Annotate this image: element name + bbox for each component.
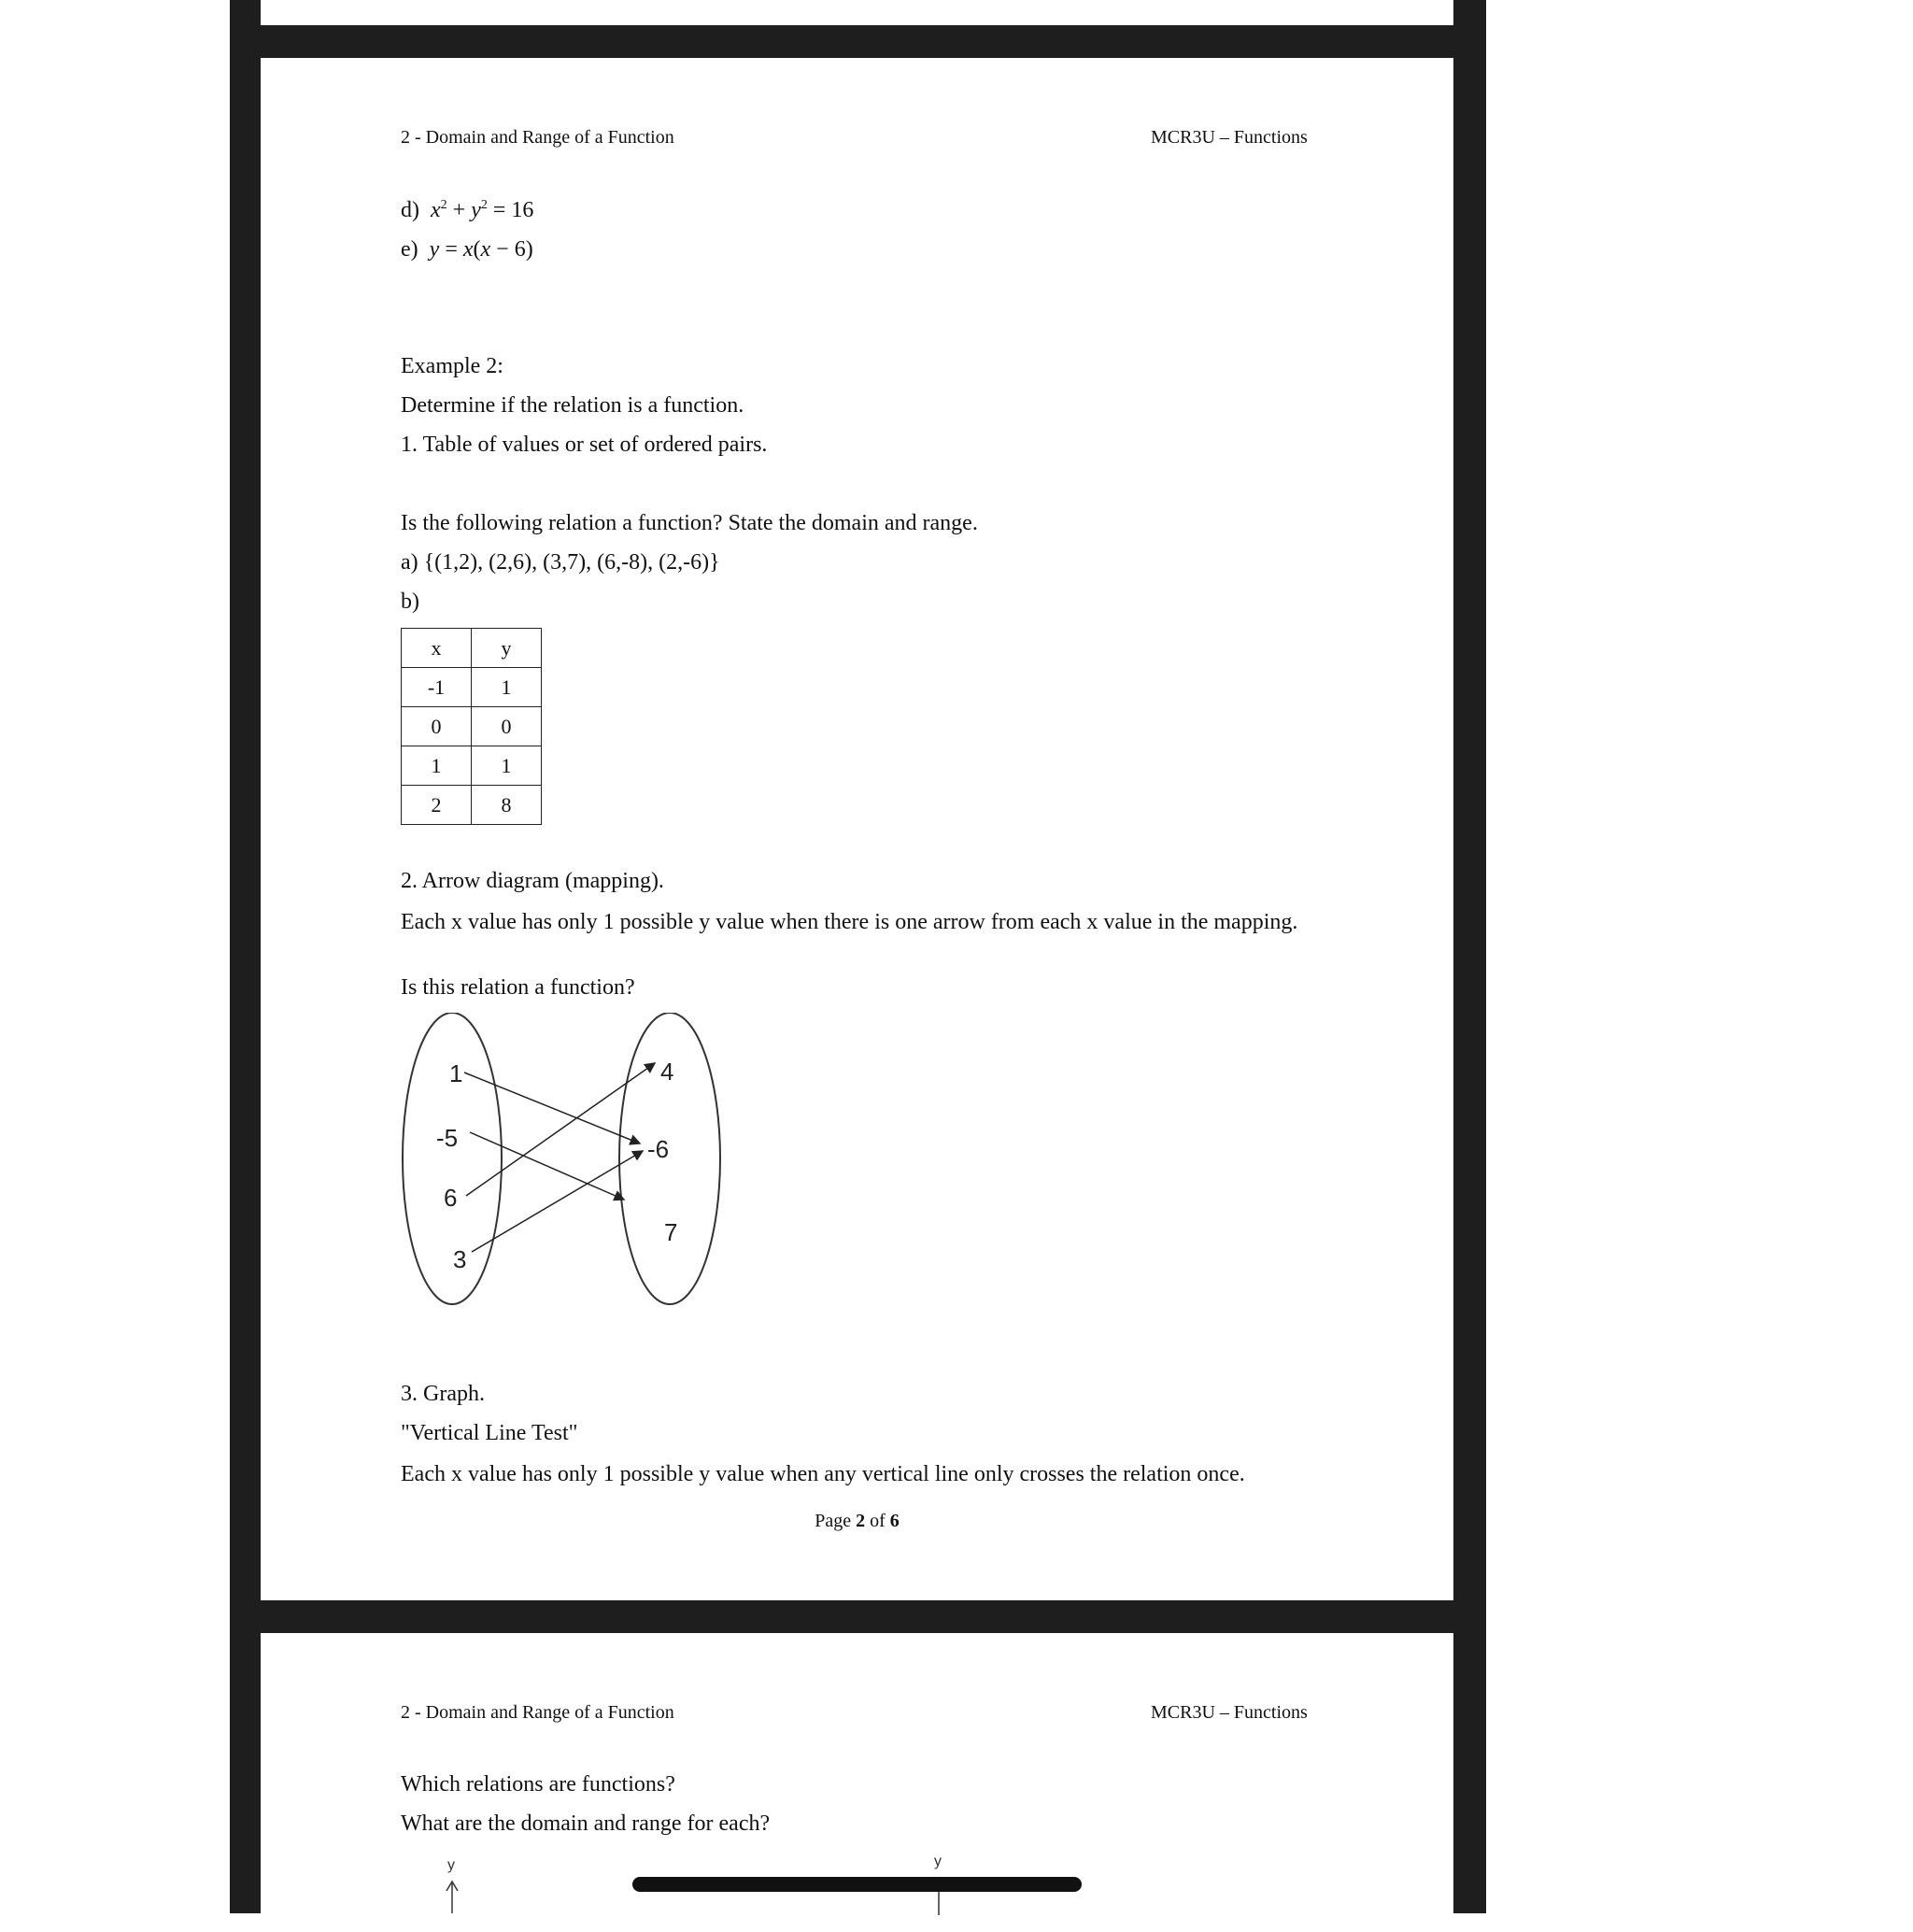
- vertical-line-test: "Vertical Line Test": [401, 1421, 578, 1445]
- home-indicator-bar[interactable]: [632, 1877, 1082, 1892]
- item-e: e) y = x(x − 6): [401, 237, 533, 262]
- table-row: [402, 746, 542, 786]
- graph-1-y-label: y: [447, 1857, 455, 1873]
- step-3: 3. Graph.: [401, 1382, 485, 1406]
- part-b: b): [401, 590, 419, 614]
- table-cell: 0: [472, 707, 542, 746]
- domain-value: 3: [453, 1245, 467, 1273]
- values-table: [401, 628, 542, 825]
- range-value: -6: [647, 1135, 670, 1163]
- domain-oval: [403, 1013, 502, 1304]
- arrow-mapping-diagram: [401, 1013, 737, 1312]
- domain-range-question: What are the domain and range for each?: [401, 1811, 771, 1836]
- domain-value: -5: [436, 1124, 459, 1152]
- table-row: [402, 668, 542, 707]
- table-cell: 1: [472, 746, 542, 786]
- step-3-description: Each x value has only 1 possible y value when any vertical line only crosses the relation once.: [401, 1462, 1245, 1486]
- domain-value: 6: [444, 1184, 458, 1212]
- graph-2-y-label: y: [934, 1854, 942, 1869]
- table-header-cell: x: [402, 629, 472, 668]
- page-number: Page 2 of 6: [815, 1511, 900, 1531]
- page-2: [261, 58, 1453, 1600]
- table-row: [402, 707, 542, 746]
- question-text: Is the following relation a function? State the domain and range.: [401, 511, 978, 535]
- table-cell: 1: [472, 668, 542, 707]
- header-right: MCR3U – Functions: [1151, 1702, 1308, 1723]
- table-header-cell: y: [472, 629, 542, 668]
- table-row: [402, 786, 542, 825]
- previous-page-fragment: [261, 0, 1453, 25]
- step-2: 2. Arrow diagram (mapping).: [401, 869, 664, 893]
- step-2-question: Is this relation a function?: [401, 975, 635, 1000]
- mapping-arrow: [472, 1151, 643, 1252]
- table-cell: -1: [402, 668, 472, 707]
- table-cell: 1: [402, 746, 472, 786]
- graph-1-y-axis-arrow: [443, 1880, 461, 1913]
- range-oval: [619, 1013, 720, 1304]
- range-value: 4: [660, 1058, 674, 1086]
- header-right: MCR3U – Functions: [1151, 127, 1308, 148]
- step-1: 1. Table of values or set of ordered pairs.: [401, 433, 768, 457]
- example-title: Example 2:: [401, 354, 503, 378]
- header-left: 2 - Domain and Range of a Function: [401, 1702, 674, 1723]
- determine-text: Determine if the relation is a function.: [401, 393, 744, 418]
- functions-question: Which relations are functions?: [401, 1772, 675, 1797]
- table-cell: 0: [402, 707, 472, 746]
- mapping-arrow: [464, 1073, 640, 1144]
- table-cell: 2: [402, 786, 472, 825]
- item-d: d) $x^2 + y^2 = 16$: [401, 198, 534, 222]
- range-value: 7: [664, 1218, 678, 1246]
- step-2-description: Each x value has only 1 possible y value when there is one arrow from each x value in the mapping.: [401, 910, 1298, 934]
- part-a: a) {(1,2), (2,6), (3,7), (6,-8), (2,-6)}: [401, 550, 720, 575]
- mapping-arrow: [470, 1132, 624, 1200]
- table-cell: 8: [472, 786, 542, 825]
- table-header-row: [402, 629, 542, 668]
- header-left: 2 - Domain and Range of a Function: [401, 127, 674, 148]
- domain-value: 1: [449, 1059, 463, 1087]
